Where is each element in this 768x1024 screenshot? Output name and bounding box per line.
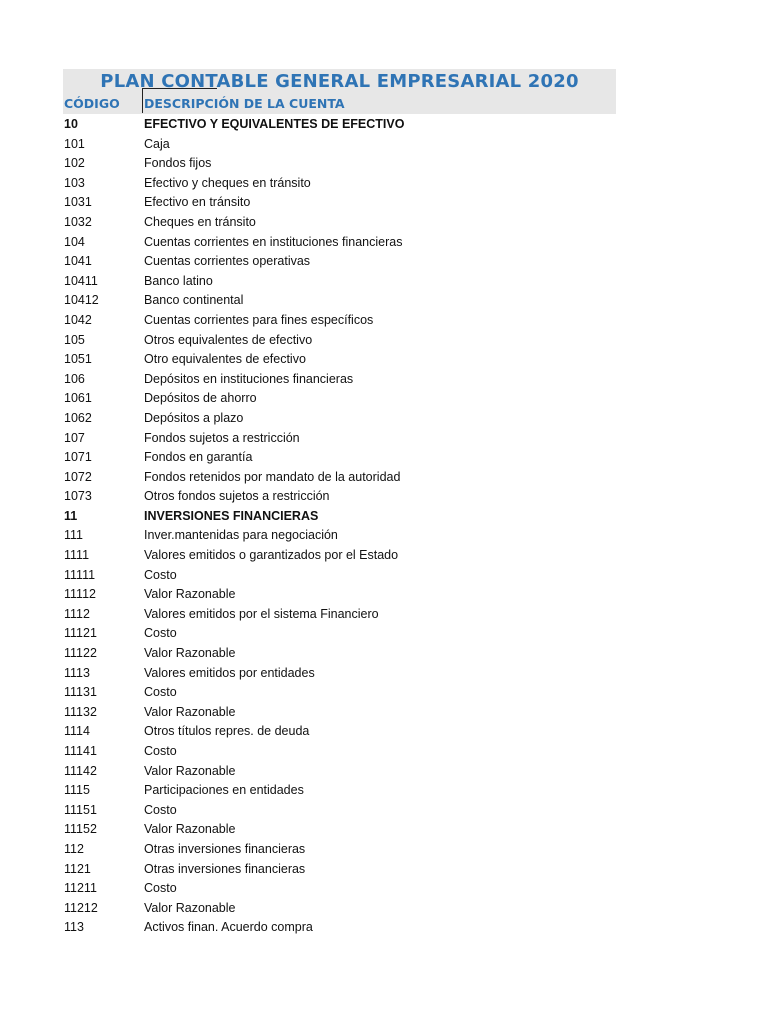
account-description-cell[interactable]: Fondos en garantía	[144, 450, 253, 465]
account-description-cell[interactable]: EFECTIVO Y EQUIVALENTES DE EFECTIVO	[144, 117, 405, 131]
account-code-cell[interactable]: 10412	[64, 293, 99, 308]
account-code-cell[interactable]: 1121	[64, 861, 91, 876]
account-code-cell[interactable]: 102	[64, 156, 85, 171]
table-row[interactable]	[63, 526, 616, 546]
account-code-cell[interactable]: 11151	[64, 802, 97, 817]
account-description-cell[interactable]: Cuentas corrientes en instituciones financieras	[144, 234, 403, 249]
table-row[interactable]	[63, 448, 616, 468]
account-code-cell[interactable]: 11121	[64, 626, 97, 641]
account-code-cell[interactable]: 107	[64, 430, 85, 445]
account-code-cell[interactable]: 10411	[64, 273, 98, 288]
account-description-cell[interactable]: Valores emitidos o garantizados por el Estado	[144, 548, 399, 563]
account-description-cell[interactable]: Valor Razonable	[144, 763, 236, 778]
table-row[interactable]	[63, 174, 616, 194]
account-description-cell[interactable]: Valor Razonable	[144, 822, 236, 837]
column-header-description[interactable]: DESCRIPCIÓN DE LA CUENTA	[144, 96, 345, 111]
account-description-cell[interactable]: Valores emitidos por entidades	[144, 665, 315, 680]
table-row[interactable]	[63, 291, 616, 311]
table-row[interactable]	[63, 389, 616, 409]
table-row[interactable]	[63, 820, 616, 840]
account-code-cell[interactable]: 1114	[64, 724, 90, 739]
table-row[interactable]	[63, 801, 616, 821]
account-code-cell[interactable]: 1115	[64, 783, 90, 798]
account-description-cell[interactable]: Otras inversiones financieras	[144, 861, 306, 876]
account-description-cell[interactable]: Otros equivalentes de efectivo	[144, 332, 313, 347]
account-code-cell[interactable]: 1073	[64, 489, 92, 504]
table-row[interactable]	[63, 566, 616, 586]
account-description-cell[interactable]: Cheques en tránsito	[144, 214, 256, 229]
account-description-cell[interactable]: Efectivo en tránsito	[144, 195, 251, 210]
account-description-cell[interactable]: Activos finan. Acuerdo compra	[144, 920, 313, 935]
account-description-cell[interactable]: Valor Razonable	[144, 900, 236, 915]
account-code-cell[interactable]: 103	[64, 175, 85, 190]
column-header-code[interactable]: CÓDIGO	[64, 96, 120, 111]
account-code-cell[interactable]: 11212	[64, 900, 98, 915]
table-row[interactable]	[63, 311, 616, 331]
account-code-cell[interactable]: 112	[64, 841, 84, 856]
account-code-cell[interactable]: 11112	[64, 587, 96, 602]
account-description-cell[interactable]: Valor Razonable	[144, 646, 236, 661]
account-code-cell[interactable]: 11141	[64, 744, 97, 758]
account-code-cell[interactable]: 111	[64, 528, 84, 543]
account-code-cell[interactable]: 1032	[64, 214, 92, 229]
account-description-cell[interactable]: Cuentas corrientes operativas	[144, 254, 311, 269]
account-code-cell[interactable]: 10	[64, 117, 78, 131]
table-row[interactable]	[63, 331, 616, 351]
table-row[interactable]	[63, 899, 616, 919]
table-row[interactable]	[63, 370, 616, 390]
table-row[interactable]	[63, 683, 616, 703]
table-row[interactable]	[63, 879, 616, 899]
table-row[interactable]	[63, 350, 616, 370]
account-description-cell[interactable]: Cuentas corrientes para fines específicos	[144, 312, 374, 327]
table-row[interactable]	[63, 272, 616, 292]
table-row[interactable]	[63, 213, 616, 233]
account-description-cell[interactable]: Valor Razonable	[144, 587, 236, 602]
account-description-cell[interactable]: Efectivo y cheques en tránsito	[144, 175, 311, 190]
account-code-cell[interactable]: 113	[64, 920, 84, 935]
table-row[interactable]	[63, 115, 616, 135]
account-code-cell[interactable]: 1041	[64, 254, 92, 269]
account-code-cell[interactable]: 1061	[64, 391, 92, 406]
table-row[interactable]	[63, 233, 616, 253]
table-row[interactable]	[63, 487, 616, 507]
table-row[interactable]	[63, 429, 616, 449]
table-row[interactable]	[63, 860, 616, 880]
account-description-cell[interactable]: Costo	[144, 626, 177, 641]
account-code-cell[interactable]: 11131	[64, 685, 97, 700]
account-description-cell[interactable]: Depósitos en instituciones financieras	[144, 371, 354, 386]
account-description-cell[interactable]: Costo	[144, 685, 177, 700]
account-description-cell[interactable]: Costo	[144, 802, 177, 817]
account-code-cell[interactable]: 11211	[64, 881, 97, 896]
account-description-cell[interactable]: Costo	[144, 881, 177, 896]
account-code-cell[interactable]: 11	[64, 508, 78, 523]
table-row[interactable]	[63, 762, 616, 782]
table-row[interactable]	[63, 703, 616, 723]
account-description-cell[interactable]: Depósitos de ahorro	[144, 391, 257, 406]
account-description-cell[interactable]: Otros títulos repres. de deuda	[144, 724, 310, 739]
account-description-cell[interactable]: Valor Razonable	[144, 704, 236, 719]
account-description-cell[interactable]: Banco latino	[144, 273, 213, 288]
table-row[interactable]	[63, 409, 616, 429]
page-title: PLAN CONTABLE GENERAL EMPRESARIAL 2020	[100, 71, 579, 92]
account-description-cell[interactable]: Caja	[144, 136, 170, 151]
account-code-cell[interactable]: 1072	[64, 469, 92, 484]
account-plan-sheet	[63, 69, 616, 938]
account-description-cell[interactable]: Valores emitidos por el sistema Financiero	[144, 606, 379, 621]
account-code-cell[interactable]: 104	[64, 234, 85, 249]
account-description-cell[interactable]: Inver.mantenidas para negociación	[144, 528, 338, 543]
table-row[interactable]	[63, 546, 616, 566]
table-row[interactable]	[63, 154, 616, 174]
account-list	[63, 115, 616, 938]
account-code-cell[interactable]: 1071	[64, 450, 92, 465]
table-row[interactable]	[63, 135, 616, 155]
account-code-cell[interactable]: 1113	[64, 665, 90, 680]
table-row[interactable]	[63, 664, 616, 684]
account-description-cell[interactable]: Otro equivalentes de efectivo	[144, 352, 306, 367]
table-row[interactable]	[63, 468, 616, 488]
account-code-cell[interactable]: 11111	[64, 567, 96, 582]
account-description-cell[interactable]: Depósitos a plazo	[144, 410, 244, 425]
table-row[interactable]	[63, 193, 616, 213]
table-row[interactable]	[63, 742, 616, 762]
account-code-cell[interactable]: 11152	[64, 822, 97, 837]
account-description-cell[interactable]: Banco continental	[144, 293, 244, 308]
table-row[interactable]	[63, 585, 616, 605]
account-description-cell[interactable]: Fondos sujetos a restricción	[144, 430, 300, 445]
account-code-cell[interactable]: 1111	[64, 548, 90, 563]
account-description-cell[interactable]: Otros fondos sujetos a restricción	[144, 489, 330, 504]
account-code-cell[interactable]: 1042	[64, 312, 92, 327]
account-description-cell[interactable]: INVERSIONES FINANCIERAS	[144, 508, 319, 523]
account-description-cell[interactable]: Costo	[144, 744, 177, 758]
account-code-cell[interactable]: 101	[64, 136, 85, 151]
table-row[interactable]	[63, 644, 616, 664]
account-code-cell[interactable]: 1051	[64, 352, 92, 367]
account-description-cell[interactable]: Fondos retenidos por mandato de la autoridad	[144, 469, 401, 484]
account-code-cell[interactable]: 105	[64, 332, 85, 347]
table-row[interactable]	[63, 624, 616, 644]
account-description-cell[interactable]: Participaciones en entidades	[144, 783, 304, 798]
account-description-cell[interactable]: Costo	[144, 567, 177, 582]
account-description-cell[interactable]: Fondos fijos	[144, 156, 212, 171]
column-header-row	[63, 94, 616, 114]
table-row[interactable]	[63, 507, 616, 527]
account-description-cell[interactable]: Otras inversiones financieras	[144, 841, 306, 856]
account-code-cell[interactable]: 106	[64, 371, 85, 386]
account-code-cell[interactable]: 11142	[64, 763, 97, 778]
table-row[interactable]	[63, 918, 616, 938]
account-code-cell[interactable]: 11132	[64, 704, 97, 719]
table-row[interactable]	[63, 252, 616, 272]
table-row[interactable]	[63, 840, 616, 860]
account-code-cell[interactable]: 1112	[64, 606, 90, 621]
table-row[interactable]	[63, 722, 616, 742]
account-code-cell[interactable]: 1031	[64, 195, 92, 210]
account-code-cell[interactable]: 1062	[64, 410, 92, 425]
account-code-cell[interactable]: 11122	[64, 646, 97, 661]
table-row[interactable]	[63, 781, 616, 801]
table-row[interactable]	[63, 605, 616, 625]
active-cell-border	[142, 88, 217, 113]
